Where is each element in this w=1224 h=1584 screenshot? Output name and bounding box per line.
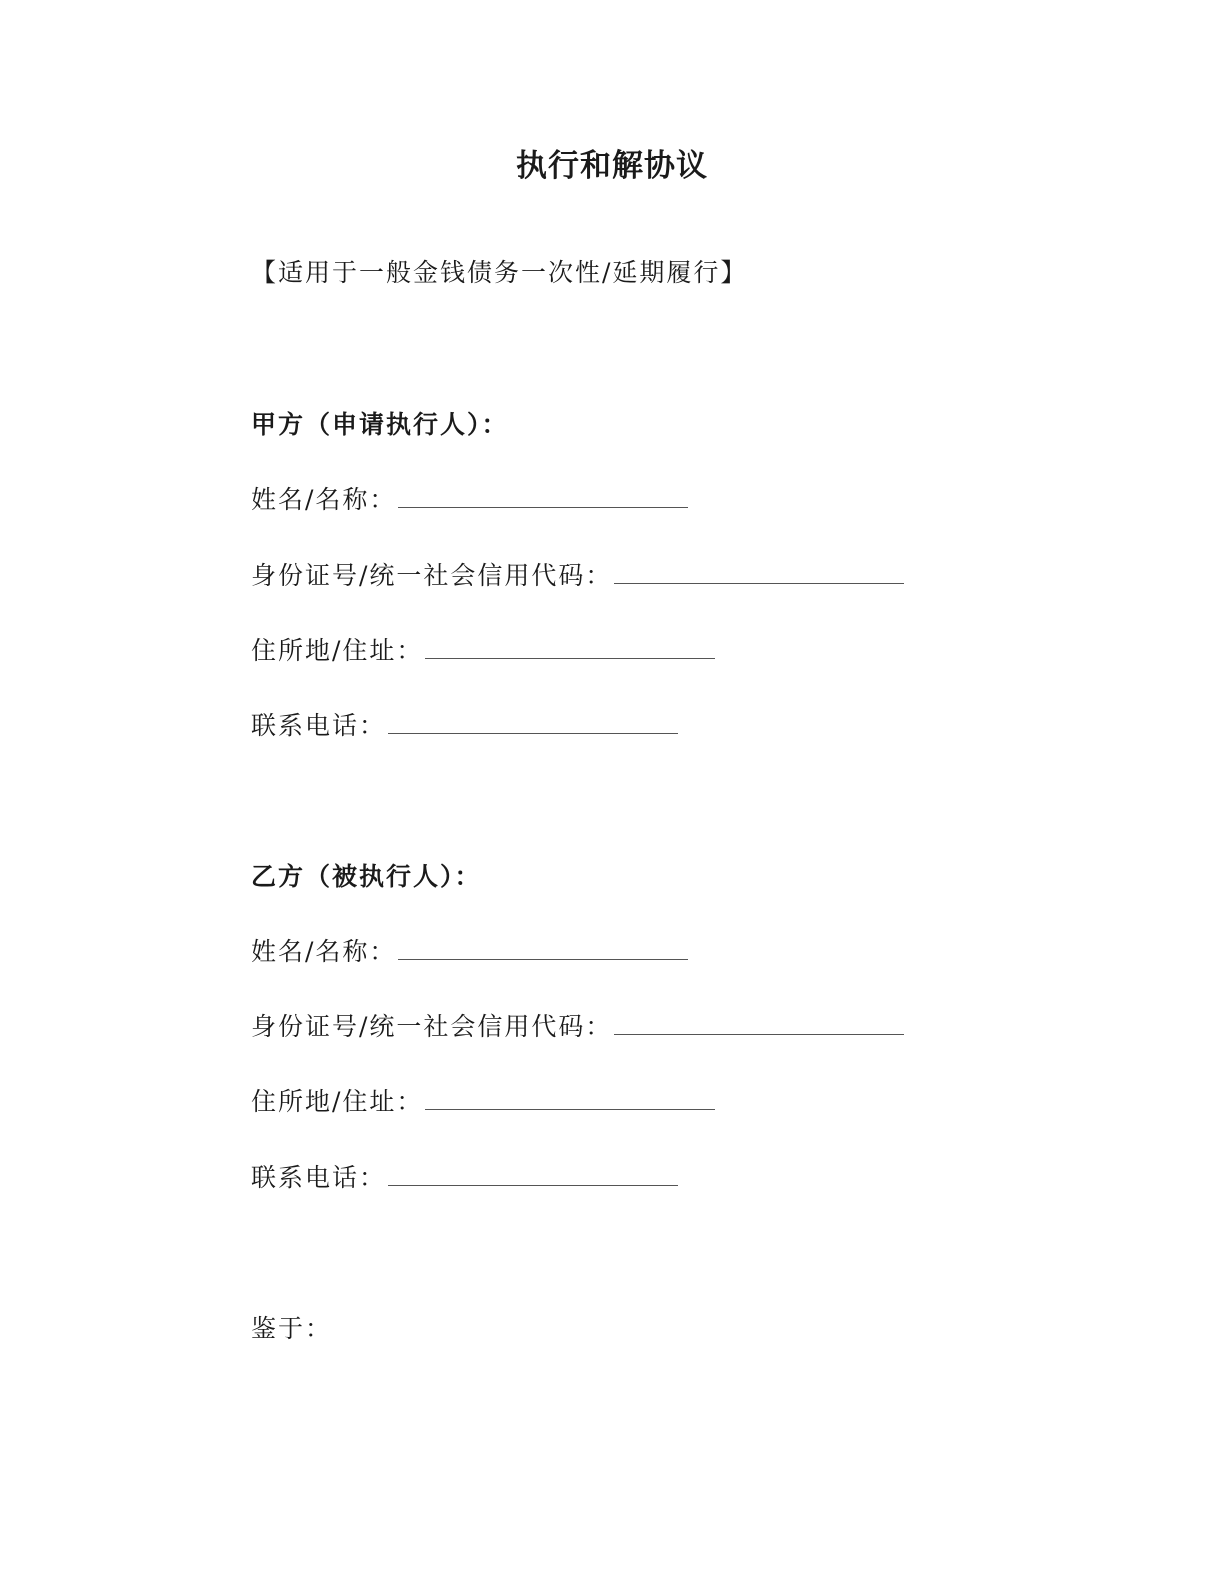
party-b-heading: 乙方（被执行人）： xyxy=(251,862,482,891)
party-a-phone-row xyxy=(251,709,678,743)
document-title: 执行和解协议 xyxy=(516,148,708,184)
party-a-phone-label: 联系电话： xyxy=(251,711,387,740)
party-b-address-label: 住所地/住址： xyxy=(251,1087,424,1116)
scope-note: 【适用于一般金钱债务一次性/延期履行】 xyxy=(251,258,748,287)
party-b-id-row xyxy=(251,1010,904,1044)
party-a-id-blank[interactable] xyxy=(614,563,904,584)
party-b-id-blank[interactable] xyxy=(614,1014,904,1035)
party-b-id-label: 身份证号/统一社会信用代码： xyxy=(251,1012,613,1041)
party-b-phone-blank[interactable] xyxy=(388,1165,678,1186)
party-b-phone-label: 联系电话： xyxy=(251,1163,387,1192)
party-b-name-blank[interactable] xyxy=(398,939,688,960)
party-a-name-row xyxy=(251,483,688,517)
party-a-address-label: 住所地/住址： xyxy=(251,636,424,665)
party-a-phone-blank[interactable] xyxy=(388,713,678,734)
party-a-heading: 甲方（申请执行人）： xyxy=(251,410,509,439)
party-b-address-blank[interactable] xyxy=(425,1089,715,1110)
party-a-name-label: 姓名/名称： xyxy=(251,485,397,514)
party-a-name-blank[interactable] xyxy=(398,487,688,508)
whereas-label: 鉴于： xyxy=(251,1314,333,1343)
party-a-id-label: 身份证号/统一社会信用代码： xyxy=(251,561,613,590)
party-a-id-row xyxy=(251,559,904,593)
party-a-address-row xyxy=(251,634,715,668)
party-a-address-blank[interactable] xyxy=(425,638,715,659)
party-b-phone-row xyxy=(251,1161,678,1195)
party-b-name-label: 姓名/名称： xyxy=(251,937,397,966)
party-b-name-row xyxy=(251,935,688,969)
party-b-address-row xyxy=(251,1085,715,1119)
